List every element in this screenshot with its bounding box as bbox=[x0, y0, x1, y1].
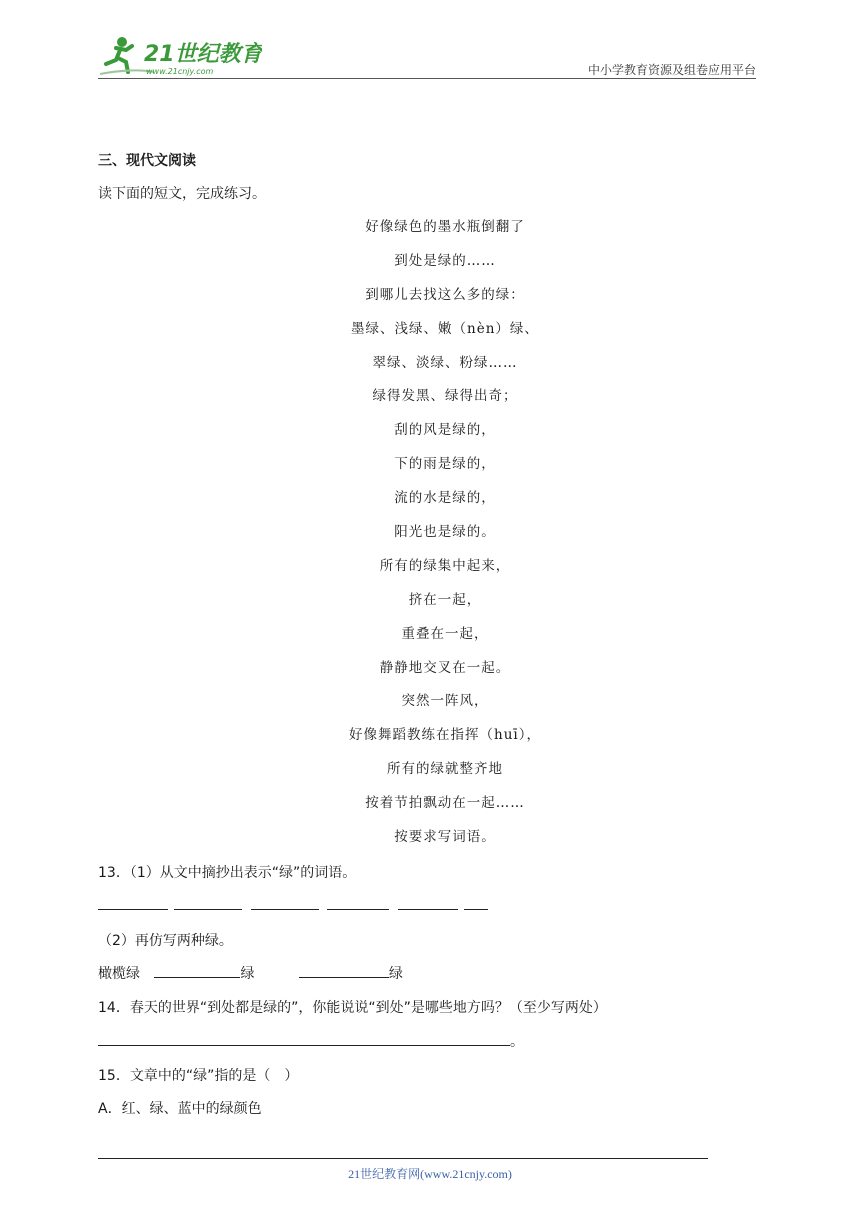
question-14: 14．春天的世界“到处都是绿的”，你能说说“到处”是哪些地方吗？（至少写两处） bbox=[98, 1000, 607, 1016]
site-logo bbox=[92, 34, 262, 80]
poem-line: 挤在一起， bbox=[408, 591, 482, 608]
fill-prefix: 橄榄绿 bbox=[98, 966, 140, 982]
footer-divider bbox=[98, 1158, 708, 1159]
poem-line: 静静地交叉在一起。 bbox=[379, 659, 511, 676]
poem-line: 下的雨是绿的， bbox=[394, 456, 496, 473]
logo-url: www.21cnjy.com bbox=[146, 67, 214, 76]
poem-line: 流的水是绿的， bbox=[394, 490, 496, 507]
question-13-part-2: （2）再仿写两种绿。 bbox=[98, 933, 233, 949]
poem-line: 好像绿色的墨水瓶倒翻了 bbox=[365, 219, 525, 235]
answer-line-14 bbox=[98, 1031, 524, 1051]
answer-blank[interactable] bbox=[464, 895, 488, 910]
poem-line: 到处是绿的…… bbox=[394, 252, 496, 269]
fill-suffix: 绿 bbox=[388, 966, 403, 982]
logo-text: 21世纪教育 bbox=[144, 42, 262, 67]
fill-suffix: 绿 bbox=[240, 966, 255, 982]
answer-blank[interactable] bbox=[251, 895, 319, 910]
answer-blank[interactable] bbox=[299, 963, 389, 978]
answer-blank[interactable] bbox=[398, 895, 458, 910]
section-title: 三、现代文阅读 bbox=[98, 153, 196, 169]
answer-blank[interactable] bbox=[174, 895, 242, 910]
poem-line: 好像舞蹈教练在指挥（huī）， bbox=[349, 727, 541, 744]
question-13-fill-row bbox=[98, 963, 403, 983]
answer-blank[interactable] bbox=[154, 963, 240, 978]
reading-instruction: 读下面的短文，完成练习。 bbox=[98, 186, 266, 202]
question-15: 15．文章中的“绿”指的是（ ） bbox=[98, 1068, 299, 1084]
poem-line: 阳光也是绿的。 bbox=[394, 524, 496, 541]
brand-tagline: 中小学教育资源及组卷应用平台 bbox=[587, 63, 756, 77]
poem-line: 绿得发黑、绿得出奇； bbox=[372, 388, 518, 405]
answer-blanks-13-1 bbox=[98, 895, 488, 914]
poem-line: 到哪儿去找这么多的绿： bbox=[365, 286, 525, 303]
header-divider bbox=[98, 78, 756, 79]
answer-blank[interactable] bbox=[98, 1031, 510, 1046]
poem-line: 翠绿、淡绿、粉绿…… bbox=[372, 354, 518, 371]
poem-line: 突然一阵风， bbox=[401, 693, 489, 710]
footer-link[interactable]: 21世纪教育网(www.21cnjy.com) bbox=[348, 1167, 512, 1181]
poem-line: 重叠在一起， bbox=[401, 625, 489, 642]
answer-blank[interactable] bbox=[98, 895, 168, 910]
question-13-part-1: 13．（1）从文中摘抄出表示“绿”的词语。 bbox=[98, 865, 357, 881]
answer-blank[interactable] bbox=[327, 895, 389, 910]
poem-line: 按着节拍飘动在一起…… bbox=[365, 795, 525, 812]
poem-text bbox=[240, 214, 650, 858]
poem-line: 按要求写词语。 bbox=[394, 829, 496, 846]
answer-line-end: 。 bbox=[510, 1034, 524, 1050]
poem-line: 墨绿、浅绿、嫩（nèn）绿、 bbox=[351, 320, 539, 337]
poem-line: 所有的绿就整齐地 bbox=[387, 761, 503, 778]
poem-line: 所有的绿集中起来， bbox=[379, 557, 511, 574]
option-a[interactable]: A．红、绿、蓝中的绿颜色 bbox=[98, 1101, 262, 1117]
poem-line: 刮的风是绿的， bbox=[394, 422, 496, 439]
